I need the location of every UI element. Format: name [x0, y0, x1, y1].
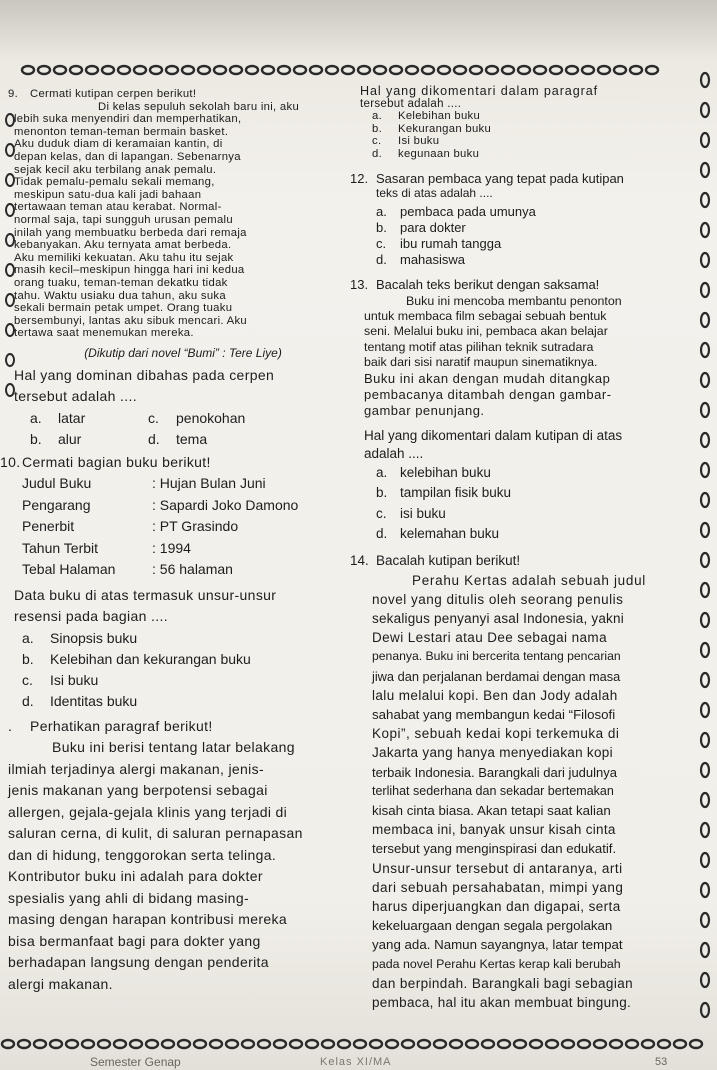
question-number: 10.	[0, 453, 21, 470]
identity-key: Pengarang	[22, 496, 91, 513]
passage-line: penanya. Buku ini bercerita tentang pencarian	[372, 649, 621, 664]
q11-passage	[8, 737, 352, 995]
passage-line: terlihat sederhana dan sekadar bertemakan	[372, 783, 614, 798]
passage-source: (Dikutip dari novel “Bumi” : Tere Liye)	[84, 345, 282, 360]
option-letter[interactable]: a.	[30, 409, 42, 426]
question-9-options	[8, 408, 352, 450]
option-text[interactable]: Kelebihan dan kekurangan buku	[50, 650, 251, 667]
option-text[interactable]: Kelebihan buku	[398, 110, 481, 123]
passage-line: gambar penunjang.	[364, 402, 485, 418]
question-line: tersebut adalah ....	[360, 97, 462, 110]
identity-row	[22, 473, 352, 495]
passage-line: tertawa saat menemukan mereka.	[14, 327, 194, 340]
passage-line: sekali bermain petak umpet. Orang tuaku	[14, 302, 233, 315]
question-line: tersebut adalah ....	[14, 388, 137, 405]
page-number: 53	[655, 1056, 668, 1068]
option-row	[30, 429, 352, 450]
question-stem: Bacalah teks berikut dengan saksama!	[376, 276, 600, 292]
passage-line: tersebut yang menginspirasi dan edukatif.	[372, 841, 617, 857]
question-number: .	[8, 717, 13, 734]
passage-line: inilah yang membuatku berbeda dari remaja	[14, 226, 247, 239]
passage-line: masing dengan harapan kontribusi mereka	[8, 911, 288, 928]
question-line: teks di atas adalah ....	[376, 185, 493, 200]
question-line: Hal yang dikomentari dalam paragraf	[360, 84, 599, 98]
option-letter[interactable]: a.	[376, 203, 387, 219]
question-13-prompt	[350, 427, 690, 463]
passage-line: Jakarta yang hanya menyediakan kopi	[372, 745, 613, 761]
q9-passage	[8, 101, 352, 361]
passage-line: berhadapan langsung dengan penderita	[8, 954, 269, 971]
option-letter[interactable]: c.	[372, 135, 382, 148]
option-text[interactable]: kelebihan buku	[400, 464, 491, 480]
option-text[interactable]: latar	[58, 409, 86, 426]
question-9	[8, 88, 352, 361]
passage-line: Di kelas sepuluh sekolah baru ini, aku	[98, 100, 300, 113]
option-letter[interactable]: c.	[376, 235, 387, 251]
question-13	[350, 276, 690, 545]
option-text[interactable]: Sinopsis buku	[50, 629, 138, 646]
passage-line: pembaca, hal itu akan membuat bingung.	[372, 995, 632, 1011]
passage-line: lalu melalui kopi. Ben dan Jody adalah	[372, 687, 618, 703]
passage-line: dari sebuah persahabatan, mimpi yang	[372, 879, 624, 895]
passage-line: Buku ini mencoba membantu penonton	[406, 293, 622, 308]
option-row	[22, 670, 352, 691]
identity-value: : 56 halaman	[152, 561, 233, 578]
passage-line: kebanyakan. Aku ternyata amat berbeda.	[14, 239, 232, 252]
passage-line: jenis makanan yang berpotensi sebagai	[8, 782, 268, 799]
q13-passage	[350, 294, 690, 419]
passage-line: depan kelas, dan di lapangan. Sebenarnya	[14, 150, 241, 163]
identity-value: : Sapardi Joko Damono	[152, 496, 299, 513]
option-row	[376, 204, 690, 220]
option-row	[376, 483, 690, 504]
question-number: 9.	[8, 88, 19, 100]
passage-line: Perahu Kertas adalah sebuah judul	[412, 572, 647, 588]
option-letter[interactable]: d.	[376, 526, 388, 542]
question-10	[0, 452, 352, 712]
passage-line: Unsur-unsur tersebut di antaranya, arti	[372, 860, 623, 876]
option-text[interactable]: tampilan fisik buku	[400, 485, 512, 501]
question-10-stem	[0, 452, 352, 474]
passage-line: tertawaan teman atau kerabat. Normal-	[14, 201, 222, 214]
passage-line: Buku ini berisi tentang latar belakang	[52, 739, 295, 756]
question-line: adalah ....	[364, 445, 424, 461]
question-stem: Cermati kutipan cerpen berikut!	[30, 88, 197, 100]
option-row	[376, 220, 690, 236]
passage-line: allergen, gejala-gejala klinis yang terjadi di	[8, 803, 288, 820]
identity-value: : PT Grasindo	[152, 518, 239, 535]
option-text[interactable]: mahasiswa	[400, 251, 466, 267]
option-letter[interactable]: b.	[22, 650, 34, 667]
option-letter[interactable]: c.	[148, 409, 159, 426]
option-row	[376, 463, 690, 484]
option-row	[376, 524, 690, 545]
question-11-continued	[360, 85, 690, 161]
left-column	[0, 88, 352, 995]
question-stem: Cermati bagian buku berikut!	[22, 453, 211, 470]
option-row	[376, 252, 690, 268]
identity-row	[22, 559, 352, 581]
passage-line: ilmiah terjadinya alergi makanan, jenis-	[8, 760, 265, 777]
passage-line: bisa bermanfaat bagi para dokter yang	[8, 932, 261, 949]
passage-line: pembacanya ditambah dengan gambar-	[364, 386, 612, 402]
option-row	[22, 691, 352, 712]
q14-passage	[350, 571, 690, 1013]
question-14	[350, 551, 690, 1013]
question-10-prompt	[8, 585, 352, 628]
question-9-prompt	[8, 365, 352, 408]
question-line: Hal yang dikomentari dalam kutipan di atas	[364, 427, 623, 443]
passage-line: dan berpindah. Barangkali bagi sebagian	[372, 975, 634, 991]
passage-line: Tidak pemalu-pemalu sekali memang,	[14, 176, 215, 189]
option-text[interactable]: Isi buku	[398, 135, 440, 148]
passage-line: pada novel Perahu Kertas kerap kali berubah	[372, 956, 621, 971]
option-text[interactable]: isi buku	[400, 505, 446, 521]
question-stem: Bacalah kutipan berikut!	[376, 552, 521, 568]
identity-row	[22, 495, 352, 517]
question-line: Data buku di atas termasuk unsur-unsur	[14, 586, 277, 603]
identity-key: Tahun Terbit	[22, 539, 99, 556]
passage-line: masih kecil–meskipun hingga hari ini kedua	[14, 264, 245, 277]
book-identity-table	[8, 473, 352, 581]
passage-line: bersembunyi, lantas aku sibuk mencari. Aku	[14, 314, 247, 327]
passage-line: alergi makanan.	[8, 975, 113, 992]
question-12	[350, 171, 690, 268]
option-row	[22, 649, 352, 670]
question-13-options	[350, 463, 690, 545]
passage-line: sejak kecil aku terbilang anak pemalu.	[14, 163, 217, 176]
identity-key: Tebal Halaman	[22, 561, 116, 578]
option-text[interactable]: Kekurangan buku	[398, 122, 492, 135]
option-row	[372, 123, 690, 136]
option-letter[interactable]: b.	[372, 122, 383, 135]
option-letter[interactable]: b.	[376, 485, 388, 501]
identity-value: : 1994	[152, 539, 191, 556]
question-line: Hal yang dominan dibahas pada cerpen	[14, 366, 275, 383]
option-letter[interactable]: b.	[30, 430, 42, 447]
passage-line: kisah cinta biasa. Akan tetapi saat kalian	[372, 803, 611, 819]
option-row	[376, 236, 690, 252]
passage-line: Kopi”, sebuah kedai kopi terkemuka di	[372, 726, 620, 742]
option-row	[372, 135, 690, 148]
option-text[interactable]: kelemahan buku	[400, 526, 500, 542]
passage-line: spesialis yang ahli di bidang masing-	[8, 889, 249, 906]
question-line: resensi pada bagian ....	[14, 608, 168, 625]
option-text[interactable]: tema	[176, 430, 208, 447]
passage-line: sekaligus penyanyi asal Indonesia, yakni	[372, 611, 624, 626]
passage-line: seni. Melalui buku ini, pembaca akan belajar	[364, 324, 608, 339]
question-11-options	[360, 110, 690, 160]
passage-line: yang ada. Namun sayangnya, latar tempat	[372, 937, 623, 953]
passage-line: untuk membaca film sebagai sebuah bentuk	[364, 308, 607, 323]
passage-line: lebih suka menyendiri dan memperhatikan,	[14, 113, 242, 126]
spiral-binding-bottom	[0, 1036, 717, 1052]
passage-line: terbaik Indonesia. Barangkali dari judulnya	[372, 764, 617, 780]
identity-key: Judul Buku	[22, 475, 92, 492]
question-11	[8, 716, 352, 996]
passage-line: baik dari sisi naratif maupun sinematiknya.	[364, 355, 598, 370]
option-letter[interactable]: b.	[376, 219, 387, 235]
footer-class: Kelas XI/MA	[320, 1056, 392, 1068]
footer-semester: Semester Genap	[90, 1055, 181, 1069]
option-row	[372, 148, 690, 161]
passage-line: Kontributor buku ini adalah para dokter	[8, 868, 263, 885]
passage-line: Buku ini akan dengan mudah ditangkap	[364, 370, 611, 386]
option-text[interactable]: kegunaan buku	[398, 147, 480, 160]
spiral-binding-right	[697, 70, 713, 1030]
identity-row	[22, 538, 352, 560]
option-text[interactable]: penokohan	[176, 409, 246, 426]
passage-line: jiwa dan perjalanan berdamai dengan masa	[372, 668, 621, 684]
passage-line: novel yang ditulis oleh seorang penulis	[372, 591, 624, 607]
option-text[interactable]: para dokter	[400, 219, 466, 235]
option-letter[interactable]: a.	[376, 464, 388, 480]
option-letter[interactable]: c.	[22, 671, 33, 688]
question-number: 12.	[350, 170, 369, 186]
option-text[interactable]: Isi buku	[50, 671, 99, 688]
passage-line: tentang motif atas pilihan teknik sutradara	[364, 339, 594, 354]
passage-line: Aku duduk diam di keramaian kantin, di	[14, 138, 223, 151]
identity-value: : Hujan Bulan Juni	[152, 475, 266, 492]
question-number: 14.	[350, 552, 369, 568]
passage-line: menonton teman-teman bermain basket.	[14, 125, 229, 138]
identity-row	[22, 516, 352, 538]
question-11-stem	[8, 716, 352, 738]
passage-line: orang tuaku, teman-teman dekatku tidak	[14, 276, 228, 289]
passage-line: sahabat yang membangun kedai “Filosofi	[372, 707, 616, 723]
question-number: 13.	[350, 276, 369, 292]
passage-line: tahu. Waktu usiaku dua tahun, aku suka	[14, 289, 226, 302]
passage-line: meskipun satu-dua kali jadi bahaan	[14, 188, 202, 201]
option-row	[372, 110, 690, 123]
passage-line: dan di hidung, tenggorokan serta telinga.	[8, 846, 277, 863]
option-letter[interactable]: d.	[148, 430, 160, 447]
passage-line: saluran cerna, di kulit, di saluran pernapasan	[8, 825, 303, 842]
question-stem: Perhatikan paragraf berikut!	[30, 717, 213, 734]
identity-key: Penerbit	[22, 518, 75, 535]
option-letter[interactable]: d.	[376, 251, 387, 267]
option-row	[30, 408, 352, 429]
question-stem: Sasaran pembaca yang tepat pada kutipan	[376, 170, 624, 186]
question-9-stem	[8, 88, 352, 101]
option-letter[interactable]: c.	[376, 505, 387, 521]
option-row	[22, 628, 352, 649]
passage-line: membaca ini, banyak unsur kisah cinta	[372, 822, 616, 838]
question-10-options	[8, 628, 352, 712]
passage-line: normal saja, tapi sungguh urusan pemalu	[14, 213, 233, 226]
option-row	[376, 504, 690, 525]
option-text[interactable]: ibu rumah tangga	[400, 235, 502, 251]
question-12-options	[350, 204, 690, 268]
option-letter[interactable]: a.	[22, 629, 34, 646]
right-column	[350, 84, 690, 1012]
passage-line: harus diperjuangkan dan digapai, serta	[372, 899, 621, 915]
option-letter[interactable]: d.	[372, 147, 383, 160]
passage-line: Aku memiliki kekuatan. Aku tahu itu sejak	[14, 251, 234, 264]
option-text[interactable]: pembaca pada umunya	[400, 203, 536, 219]
option-letter[interactable]: d.	[22, 692, 34, 709]
passage-line: kekeluargaan dengan segala pergolakan	[372, 918, 613, 934]
option-text[interactable]: alur	[58, 430, 82, 447]
option-text[interactable]: Identitas buku	[50, 692, 138, 709]
spiral-binding-top	[20, 62, 660, 78]
option-letter[interactable]: a.	[372, 110, 383, 123]
passage-line: Dewi Lestari atau Dee sebagai nama	[372, 630, 607, 646]
